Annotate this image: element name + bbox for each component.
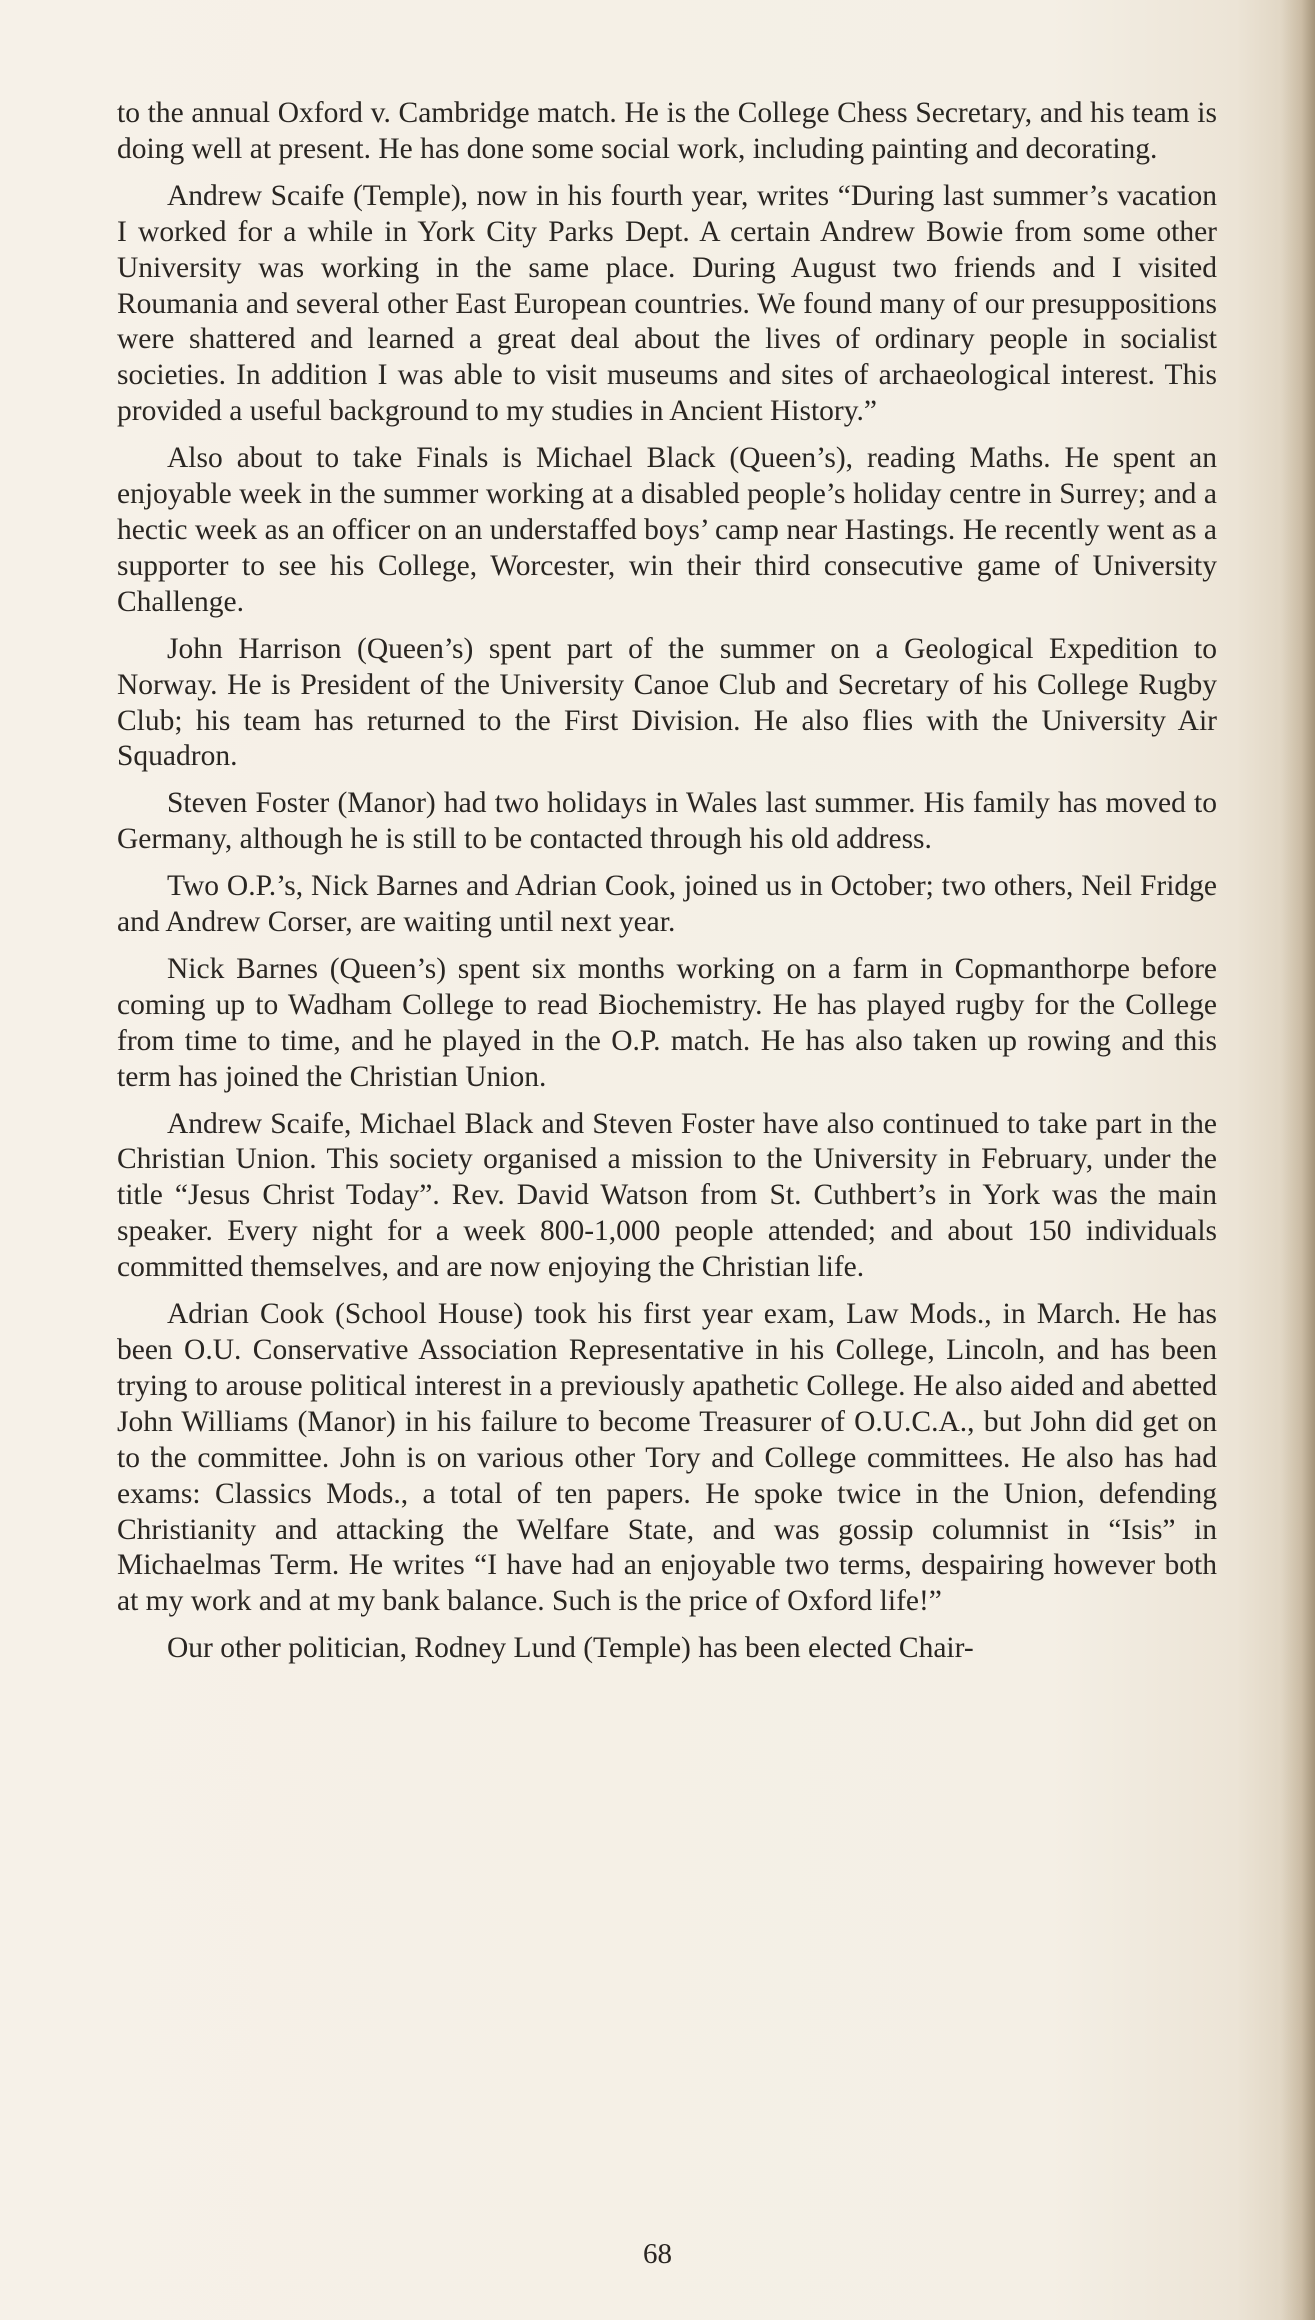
paragraph: Adrian Cook (School House) took his first year exam, Law Mods., in March. He has been O.U. Conservative Association Representative in his College, Lincoln, and has been trying to arouse political interest in a previously apathetic College. He also aided and abetted John Williams (Manor) in his failure to become Treasurer of O.U.C.A., but John did get on to the committee. John is on various other Tory and College committees. He also has had exams: Classics Mods., a total of ten papers. He spoke twice in the Union, defending Christianity and attacking the Welfare State, and was gossip columnist in “Isis” in Michaelmas Term. He writes “I have had an enjoyable two terms, despairing however both at my work and at my bank balance. Such is the price of Oxford life!” <box>117 1298 1217 1618</box>
page-number: 68 <box>643 2238 672 2270</box>
paragraph: Our other politician, Rodney Lund (Temple) has been elected Chair- <box>167 1632 974 1665</box>
paragraph: to the annual Oxford v. Cambridge match. He is the College Chess Secretary, and his team is doing well at present. He has done some social work, including painting and decorating. <box>117 97 1217 165</box>
body-text <box>117 96 1217 1678</box>
paragraph: Steven Foster (Manor) had two holidays in Wales last summer. His family has moved to Germany, although he is still to be contacted through his old address. <box>117 787 1217 856</box>
paragraph: Nick Barnes (Queen’s) spent six months working on a farm in Copmanthorpe before coming up to Wadham College to read Biochemistry. He has played rugby for the College from time to time, and he played in the O.P. match. He has also taken up rowing and this term has joined the Christian Union. <box>117 952 1217 1093</box>
paragraph: Andrew Scaife, Michael Black and Steven Foster have also continued to take part in the Christian Union. This society organised a mission to the University in February, under the title “Jesus Christ Today”. Rev. David Watson from St. Cuthbert’s in York was the main speaker. Every night for a week 800-1,000 people attended; and about 150 individuals committed themselves, and are now enjoying the Christian life. <box>117 1107 1217 1284</box>
paragraph: Also about to take Finals is Michael Black (Queen’s), reading Maths. He spent an enjoyable week in the summer working at a disabled people’s holiday centre in Surrey; and a hectic week as an officer on an understaffed boys’ camp near Hastings. He recently went as a supporter to see his College, Worcester, win their third consecutive game of University Challenge. <box>117 442 1217 618</box>
page-edge-shadow <box>1281 0 1315 2320</box>
paragraph: John Harrison (Queen’s) spent part of the summer on a Geological Expedition to Norway. He is President of the University Canoe Club and Secretary of his College Rugby Club; his team has returned to the First Division. He also flies with the University Air Squadron. <box>117 632 1217 773</box>
paragraph: Andrew Scaife (Temple), now in his fourth year, writes “During last summer’s vacation I worked for a while in York City Parks Dept. A certain Andrew Bowie from some other University was working in the same place. During August two friends and I visited Roumania and several other East European countries. We found many of our presuppositions were shattered and learned a great deal about the lives of ordinary people in socialist societies. In addition I was able to visit museums and sites of archaeological interest. This provided a useful background to my studies in Ancient History.” <box>117 179 1217 428</box>
paragraph: Two O.P.’s, Nick Barnes and Adrian Cook, joined us in October; two others, Neil Fridge and Andrew Corser, are waiting until next year. <box>117 870 1217 939</box>
